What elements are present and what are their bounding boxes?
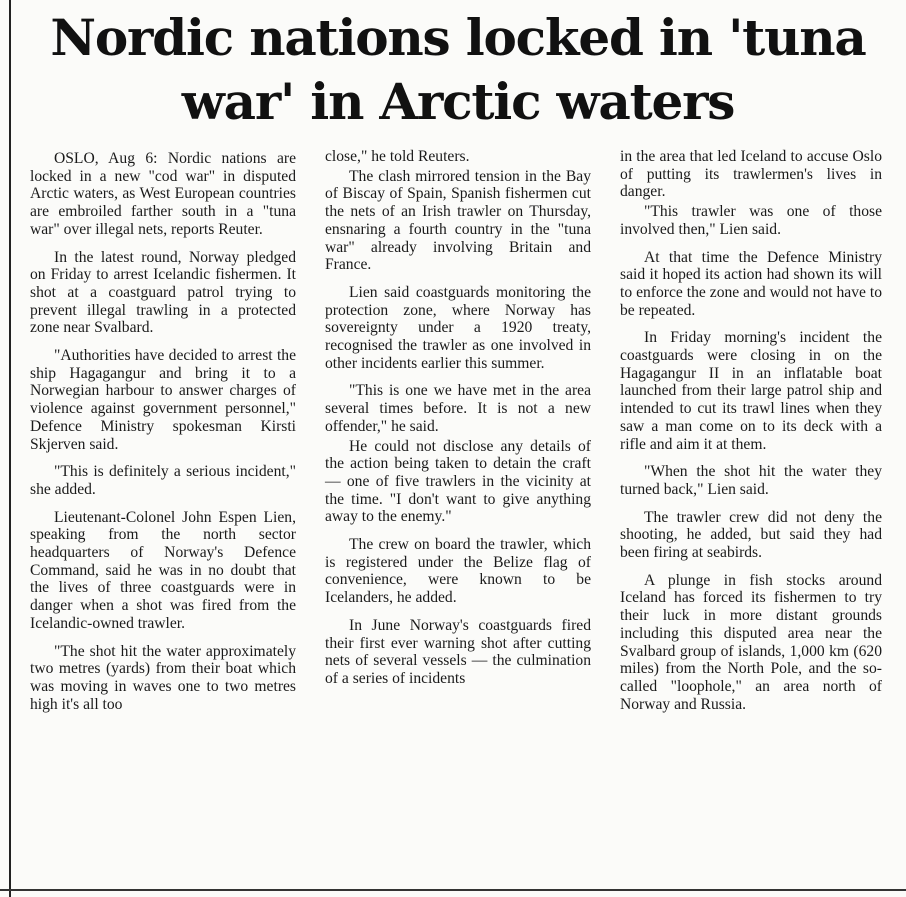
article-column-2 bbox=[325, 148, 591, 698]
paragraph: In Friday morning's incident the coastguards were closing in on the Hagagangur II in an inflatable boat launched from their large patrol ship and intended to cut its trawl lines when they saw a man come on to its deck with a rifle and aim it at them. bbox=[620, 329, 882, 453]
bottom-rule bbox=[0, 889, 906, 891]
column-rule bbox=[9, 0, 11, 897]
paragraph: He could not disclose any details of the action being taken to detain the craft — one of five trawlers in the vicinity at the time. "I don't want to give anything away to the enemy." bbox=[325, 437, 591, 526]
paragraph: At that time the Defence Ministry said it hoped its action had shown its will to enforce the zone and would not have to be repeated. bbox=[620, 248, 882, 319]
paragraph: in the area that led Iceland to accuse Oslo of putting its trawlermen's lives in danger. bbox=[620, 148, 882, 201]
paragraph: "This is one we have met in the area several times before. It is not a new offender," he said. bbox=[325, 382, 591, 435]
paragraph: close," he told Reuters. bbox=[325, 148, 470, 165]
paragraph: In June Norway's coastguards fired their first ever warning shot after cutting nets of several vessels — the culmination of a series of incidents bbox=[325, 616, 591, 687]
paragraph: "This trawler was one of those involved then," Lien said. bbox=[620, 203, 882, 238]
paragraph: Lieutenant-Colonel John Espen Lien, speaking from the north sector headquarters of Norway's Defence Command, said he was in no doubt that the lives of three coastguards were in danger when a shot was fired from the Icelandic-owned trawler. bbox=[30, 508, 296, 632]
paragraph: Lien said coastguards monitoring the protection zone, where Norway has sovereignty under a 1920 treaty, recognised the trawler as one involved in other incidents earlier this summer. bbox=[325, 283, 591, 372]
headline-line-1: Nordic nations locked in 'tuna bbox=[50, 8, 866, 67]
article-column-3 bbox=[620, 148, 882, 723]
paragraph: "This is definitely a serious incident," she added. bbox=[30, 463, 296, 498]
headline-line-2: war' in Arctic waters bbox=[181, 72, 735, 131]
paragraph: The crew on board the trawler, which is registered under the Belize flag of convenience, were known to be Icelanders, he added. bbox=[325, 536, 591, 607]
paragraph: "Authorities have decided to arrest the ship Hagagangur and bring it to a Norwegian harbour to answer charges of violence against government personnel," Defence Ministry spokesman Kirsti Skjerven said. bbox=[30, 347, 296, 453]
paragraph: "The shot hit the water approximately two metres (yards) from their boat which was moving in waves one to two metres high it's all too bbox=[30, 642, 296, 713]
article-column-1 bbox=[30, 150, 296, 723]
paragraph: "When the shot hit the water they turned back," Lien said. bbox=[620, 463, 882, 498]
headline bbox=[14, 6, 902, 134]
paragraph: OSLO, Aug 6: Nordic nations are locked in a new "cod war" in disputed Arctic waters, as West European countries are embroiled farther south in a "tuna war" over illegal nets, reports Reuter. bbox=[30, 150, 296, 238]
paragraph: In the latest round, Norway pledged on Friday to arrest Icelandic fishermen. It shot at a coastguard patrol trying to prevent illegal trawling in a protected zone near Svalbard. bbox=[30, 248, 296, 337]
paragraph: A plunge in fish stocks around Iceland has forced its fishermen to try their luck in more distant grounds including this disputed area near the Svalbard group of islands, 1,000 km (620 miles) from the North Pole, and the so-called "loophole," an area north of Norway and Russia. bbox=[620, 571, 882, 713]
paragraph: The trawler crew did not deny the shooting, he added, but said they had been firing at seabirds. bbox=[620, 508, 882, 562]
paragraph: The clash mirrored tension in the Bay of Biscay of Spain, Spanish fishermen cut the nets of an Irish trawler on Thursday, ensnaring a fourth country in the "tuna war" already involving Britain and France. bbox=[325, 167, 591, 274]
